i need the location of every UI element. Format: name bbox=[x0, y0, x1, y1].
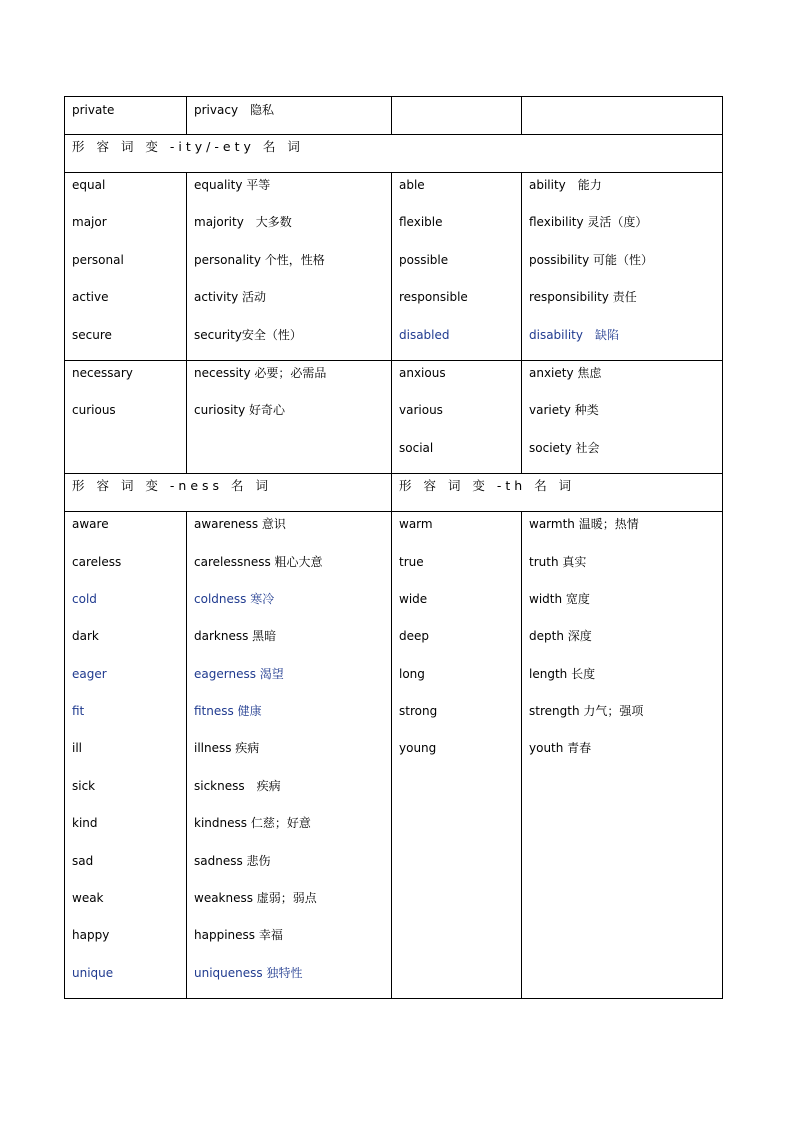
word-noun: curiosity 好奇心 bbox=[194, 403, 286, 418]
word-noun: equality 平等 bbox=[194, 178, 271, 192]
word-noun: sadness 悲伤 bbox=[194, 853, 271, 868]
word-noun: possibility 可能（性） bbox=[529, 252, 654, 267]
word-noun: anxiety 焦虑 bbox=[529, 365, 602, 380]
word-noun: happiness 幸福 bbox=[194, 928, 283, 943]
word-noun: security安全（性） bbox=[194, 327, 302, 342]
word-noun: darkness 黑暗 bbox=[194, 629, 277, 644]
word-adj: unique bbox=[72, 965, 114, 980]
word-adj: disabled bbox=[399, 327, 450, 342]
word-adj: careless bbox=[72, 554, 122, 569]
empty-cell bbox=[522, 97, 723, 135]
word-adj: curious bbox=[72, 403, 116, 418]
adj-column bbox=[65, 512, 187, 999]
noun-column bbox=[522, 173, 723, 361]
word-adj: social bbox=[399, 440, 434, 455]
word-adj: able bbox=[399, 178, 425, 192]
empty-cell bbox=[392, 97, 522, 135]
section-header-row-ness-th bbox=[65, 474, 723, 512]
word-noun: weakness 虚弱；弱点 bbox=[194, 891, 317, 906]
word-adj: strong bbox=[399, 704, 438, 719]
adj-column bbox=[392, 512, 522, 999]
word-noun: majority 大多数 bbox=[194, 215, 292, 230]
noun-column bbox=[187, 512, 392, 999]
word-noun: strength 力气；强项 bbox=[529, 704, 644, 719]
word-noun: length 长度 bbox=[529, 666, 596, 681]
word-adj: weak bbox=[72, 891, 104, 906]
word-adj: equal bbox=[72, 178, 106, 192]
word-adj: deep bbox=[399, 629, 429, 644]
noun-cell bbox=[187, 97, 392, 135]
word-noun: width 宽度 bbox=[529, 591, 590, 606]
word-adj: aware bbox=[72, 517, 109, 532]
word-noun: uniqueness 独特性 bbox=[194, 965, 303, 980]
word-adj: young bbox=[399, 741, 437, 756]
word-noun: responsibility 责任 bbox=[529, 290, 637, 305]
word-noun: ability 能力 bbox=[529, 178, 602, 192]
word-adj: happy bbox=[72, 928, 110, 943]
noun-column bbox=[522, 512, 723, 999]
adj-column bbox=[392, 360, 522, 473]
word-adj: flexible bbox=[399, 215, 443, 230]
adj-cell bbox=[65, 97, 187, 135]
word-adj: secure bbox=[72, 327, 112, 342]
word-adj: major bbox=[72, 215, 107, 230]
word-noun: awareness 意识 bbox=[194, 517, 286, 532]
word-adj: sick bbox=[72, 778, 96, 793]
word-noun: warmth 温暖；热情 bbox=[529, 517, 639, 532]
table-row-ity-1 bbox=[65, 173, 723, 361]
table-row-ness-th bbox=[65, 512, 723, 999]
word-noun: variety 种类 bbox=[529, 403, 599, 418]
word-noun: depth 深度 bbox=[529, 629, 592, 644]
word-adj: ill bbox=[72, 741, 83, 756]
vocabulary-table bbox=[64, 96, 723, 999]
word-adj: responsible bbox=[399, 290, 468, 305]
word-noun: personality 个性，性格 bbox=[194, 252, 325, 267]
table-row-private bbox=[65, 97, 723, 135]
section-header-th: 形 容 词 变 -th 名 词 bbox=[392, 474, 723, 512]
word-adj: sad bbox=[72, 853, 94, 868]
word-noun: coldness 寒冷 bbox=[194, 591, 275, 606]
word-noun: illness 疾病 bbox=[194, 741, 260, 756]
word-adj: private bbox=[72, 103, 115, 117]
word-noun: eagerness 渴望 bbox=[194, 666, 284, 681]
word-noun: disability 缺陷 bbox=[529, 327, 619, 342]
word-noun: youth 青春 bbox=[529, 741, 592, 756]
word-adj: wide bbox=[399, 591, 428, 606]
word-adj: various bbox=[399, 403, 443, 418]
word-noun: flexibility 灵活（度） bbox=[529, 215, 648, 230]
word-adj: kind bbox=[72, 816, 98, 831]
adj-column bbox=[65, 173, 187, 361]
word-noun: carelessness 粗心大意 bbox=[194, 554, 323, 569]
word-noun: privacy 隐私 bbox=[194, 103, 275, 117]
word-adj: long bbox=[399, 666, 425, 681]
word-noun: kindness 仁慈；好意 bbox=[194, 816, 311, 831]
adj-column bbox=[65, 360, 187, 473]
word-adj: dark bbox=[72, 629, 99, 644]
word-noun: sickness 疾病 bbox=[194, 778, 281, 793]
noun-column bbox=[187, 360, 392, 473]
word-adj: possible bbox=[399, 252, 449, 267]
word-adj: active bbox=[72, 290, 109, 305]
noun-column bbox=[522, 360, 723, 473]
noun-column bbox=[187, 173, 392, 361]
section-header-ity: 形 容 词 变 -ity/-ety 名 词 bbox=[65, 135, 723, 173]
adj-column bbox=[392, 173, 522, 361]
word-adj: personal bbox=[72, 252, 124, 267]
word-noun: truth 真实 bbox=[529, 554, 587, 569]
word-noun: activity 活动 bbox=[194, 290, 267, 305]
word-adj: warm bbox=[399, 517, 433, 532]
word-adj: true bbox=[399, 554, 424, 569]
word-adj: necessary bbox=[72, 365, 133, 380]
table-row-ity-2 bbox=[65, 360, 723, 473]
word-adj: fit bbox=[72, 704, 85, 719]
section-header-row-ity bbox=[65, 135, 723, 173]
section-header-ness: 形 容 词 变 -ness 名 词 bbox=[65, 474, 392, 512]
word-adj: cold bbox=[72, 591, 97, 606]
word-noun: necessity 必要；必需品 bbox=[194, 365, 327, 380]
word-noun: fitness 健康 bbox=[194, 704, 262, 719]
word-adj: anxious bbox=[399, 365, 446, 380]
word-noun: society 社会 bbox=[529, 440, 600, 455]
word-adj: eager bbox=[72, 666, 107, 681]
